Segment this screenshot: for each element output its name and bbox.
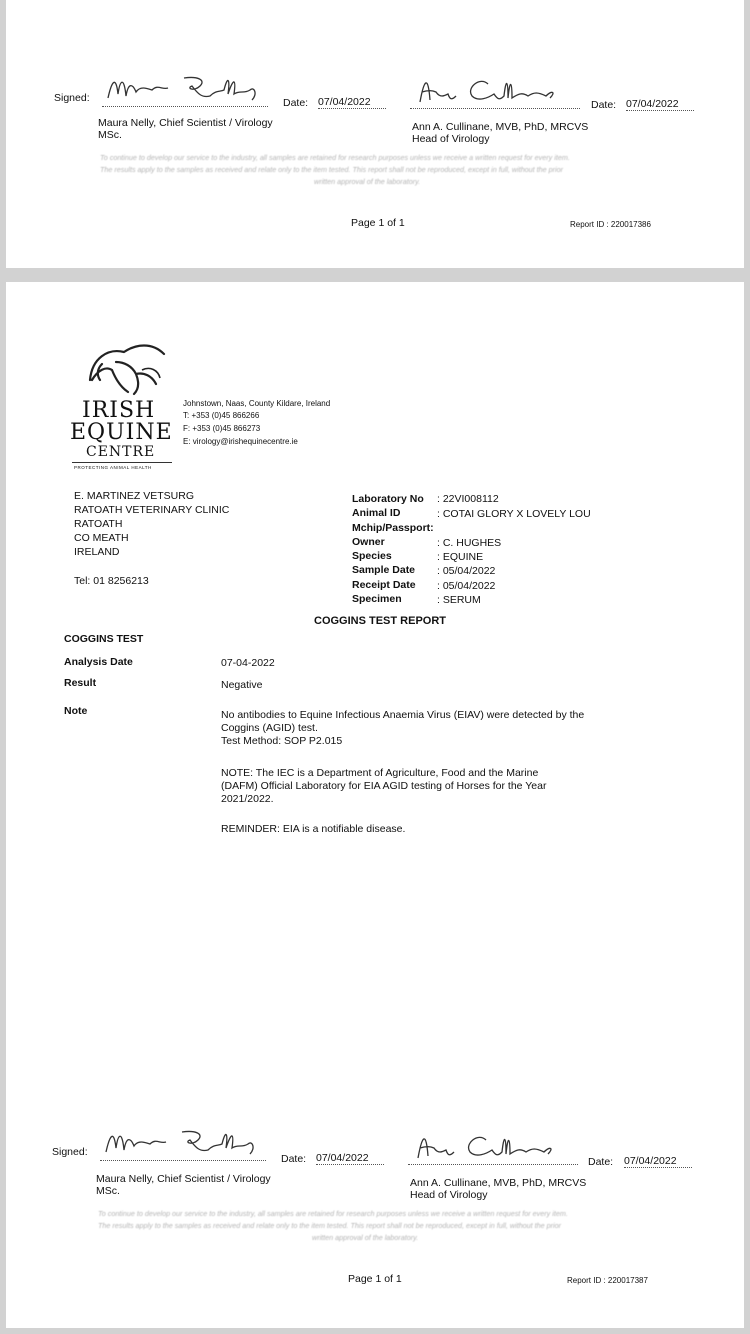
note-paragraph — [221, 709, 591, 748]
date-value: 07/04/2022 — [316, 1152, 384, 1165]
logo-tagline: PROTECTING ANIMAL HEALTH — [74, 465, 152, 470]
signatory-qualification: MSc. — [96, 1185, 120, 1197]
recipient-line: RATOATH VETERINARY CLINIC — [74, 504, 230, 516]
detail-label: Mchip/Passport: — [352, 522, 434, 534]
report-id: Report ID : 220017387 — [567, 1276, 648, 1285]
detail-value: : 05/04/2022 — [437, 565, 496, 577]
signatory-title: Head of Virology — [410, 1189, 488, 1201]
detail-label: Receipt Date — [352, 579, 416, 591]
analysis-date-value: 07-04-2022 — [221, 657, 275, 669]
previous-page-footer — [6, 0, 744, 268]
logo-text: EQUINE — [70, 420, 173, 445]
signature-ann-cullinane — [408, 1126, 578, 1165]
centre-phone: T: +353 (0)45 866266 — [183, 411, 260, 420]
report-id: Report ID : 220017386 — [570, 220, 651, 229]
reminder-text: REMINDER: EIA is a notifiable disease. — [221, 823, 406, 835]
page-number: Page 1 of 1 — [348, 1273, 402, 1285]
note-label: Note — [64, 705, 88, 717]
detail-value: : 05/04/2022 — [437, 580, 496, 592]
recipient-line: RATOATH — [74, 518, 123, 530]
signature-image — [408, 1126, 578, 1164]
signed-label: Signed: — [52, 1146, 88, 1158]
signatory-name: Ann A. Cullinane, MVB, PhD, MRCVS — [412, 121, 589, 133]
signature-ann-cullinane — [410, 70, 580, 109]
result-value: Negative — [221, 679, 263, 691]
signature-maura-nelly — [100, 1124, 266, 1161]
detail-value: : 22VI008112 — [437, 493, 499, 505]
disclaimer-text: The results apply to the samples as received and relate only to the item tested. This report shall not be reproduced, except in full, without the prior — [98, 1221, 562, 1230]
section-heading: COGGINS TEST — [64, 633, 144, 645]
recipient-line: IRELAND — [74, 546, 120, 558]
disclaimer-text: written approval of the laboratory. — [312, 1233, 419, 1242]
signature-image — [102, 70, 268, 106]
analysis-date-label: Analysis Date — [64, 656, 133, 668]
test-method: Test Method: SOP P2.015 — [221, 735, 343, 747]
disclaimer-text: To continue to develop our service to the industry, all samples are retained for research purposes unless we receive a written request for every item. — [98, 1209, 568, 1218]
recipient-tel: Tel: 01 8256213 — [74, 575, 149, 587]
report-page — [6, 282, 744, 1328]
disclaimer-text: The results apply to the samples as received and relate only to the item tested. This report shall not be reproduced, except in full, without the prior — [100, 165, 564, 174]
note-text: No antibodies to Equine Infectious Anaemia Virus (EIAV) were detected by the Coggins (AGID) test. — [221, 709, 585, 734]
date-value: 07/04/2022 — [624, 1155, 692, 1168]
signature-image — [100, 1124, 266, 1160]
page-number: Page 1 of 1 — [351, 217, 405, 229]
note-paragraph: NOTE: The IEC is a Department of Agriculture, Food and the Marine (DAFM) Official Laboratory for EIA AGID testing of Horses for the Year 2021/2022. — [221, 767, 547, 805]
detail-value: : COTAI GLORY X LOVELY LOU — [437, 508, 591, 520]
recipient-line: E. MARTINEZ VETSURG — [74, 490, 194, 502]
centre-email: E: virology@irishequinecentre.ie — [183, 437, 298, 446]
date-label: Date: — [591, 99, 617, 111]
signatory-name: Maura Nelly, Chief Scientist / Virology — [96, 1173, 271, 1185]
date-label: Date: — [588, 1156, 614, 1168]
report-title: COGGINS TEST REPORT — [314, 615, 447, 627]
detail-label: Sample Date — [352, 564, 416, 576]
signatory-name: Maura Nelly, Chief Scientist / Virology — [98, 117, 273, 129]
detail-label: Species — [352, 550, 392, 562]
result-label: Result — [64, 677, 97, 689]
signatory-name: Ann A. Cullinane, MVB, PhD, MRCVS — [410, 1177, 587, 1189]
detail-value: : C. HUGHES — [437, 537, 502, 549]
detail-label: Specimen — [352, 593, 402, 605]
signatory-title: Head of Virology — [412, 133, 490, 145]
centre-address: Johnstown, Naas, County Kildare, Ireland — [183, 399, 331, 408]
centre-fax: F: +353 (0)45 866273 — [183, 424, 261, 433]
signatory-qualification: MSc. — [98, 129, 122, 141]
recipient-line: CO MEATH — [74, 532, 129, 544]
detail-value: : EQUINE — [437, 551, 484, 563]
date-label: Date: — [283, 97, 309, 109]
detail-value: : SERUM — [437, 594, 481, 606]
date-value: 07/04/2022 — [318, 96, 386, 109]
horse-logo-icon — [72, 340, 176, 398]
disclaimer-text: written approval of the laboratory. — [314, 177, 421, 186]
date-value: 07/04/2022 — [626, 98, 694, 111]
irish-equine-centre-logo — [72, 340, 176, 470]
date-label: Date: — [281, 1153, 307, 1165]
logo-text: CENTRE — [86, 444, 156, 460]
logo-text: IRISH — [82, 398, 156, 423]
detail-label: Animal ID — [352, 507, 401, 519]
detail-label: Owner — [352, 536, 385, 548]
signature-maura-nelly — [102, 70, 268, 107]
signed-label: Signed: — [54, 92, 90, 104]
signature-image — [410, 70, 580, 108]
detail-label: Laboratory No — [352, 493, 424, 505]
disclaimer-text: To continue to develop our service to the industry, all samples are retained for research purposes unless we receive a written request for every item. — [100, 153, 570, 162]
